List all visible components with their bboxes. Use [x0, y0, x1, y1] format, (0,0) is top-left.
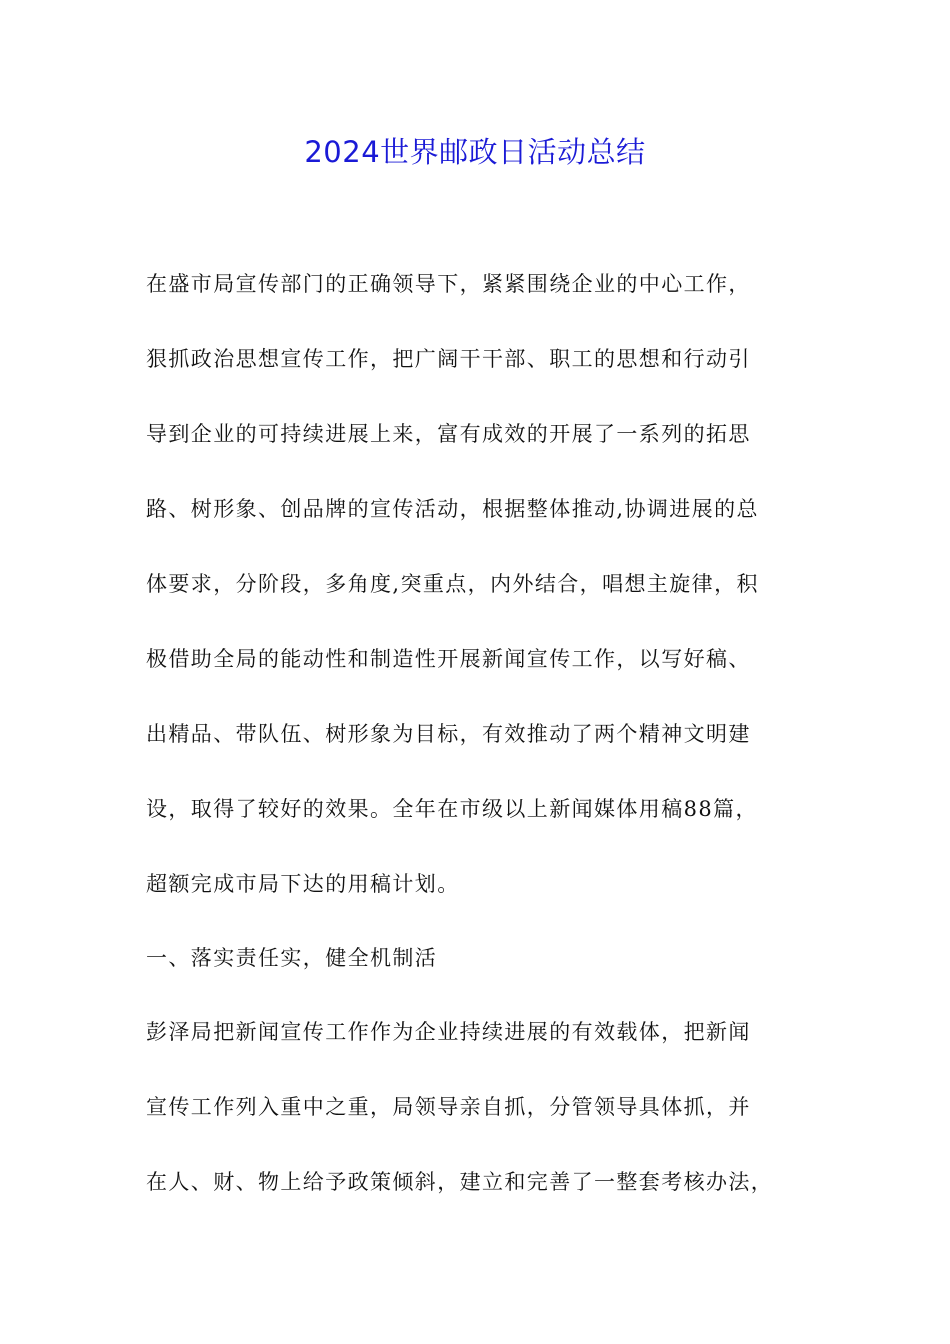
- body-line-4: 路、树形象、创品牌的宣传活动，根据整体推动,协调进展的总: [146, 497, 759, 521]
- document-title: 2024世界邮政日活动总结: [304, 135, 646, 169]
- body-line-5: 体要求，分阶段，多角度,突重点，内外结合，唱想主旋律，积: [146, 572, 759, 596]
- body-line-8: 设，取得了较好的效果。全年在市级以上新闻媒体用稿88篇，: [146, 797, 758, 821]
- body-line-10: 彭泽局把新闻宣传工作作为企业持续进展的有效载体，把新闻: [146, 1020, 751, 1044]
- body-line-6: 极借助全局的能动性和制造性开展新闻宣传工作，以写好稿、: [146, 647, 751, 671]
- body-line-3: 导到企业的可持续进展上来，富有成效的开展了一系列的拓思: [146, 422, 751, 446]
- body-line-7: 出精品、带队伍、树形象为目标，有效推动了两个精神文明建: [146, 722, 751, 746]
- body-line-1: 在盛市局宣传部门的正确领导下，紧紧围绕企业的中心工作，: [146, 272, 751, 296]
- body-line-2: 狠抓政治思想宣传工作，把广阔干干部、职工的思想和行动引: [146, 347, 751, 371]
- section-heading-1: 一、落实责任实，健全机制活: [146, 946, 438, 970]
- body-line-12: 在人、财、物上给予政策倾斜，建立和完善了一整套考核办法，: [146, 1170, 774, 1194]
- body-line-9: 超额完成市局下达的用稿计划。: [146, 872, 460, 896]
- body-line-11: 宣传工作列入重中之重，局领导亲自抓，分管领导具体抓，并: [146, 1095, 751, 1119]
